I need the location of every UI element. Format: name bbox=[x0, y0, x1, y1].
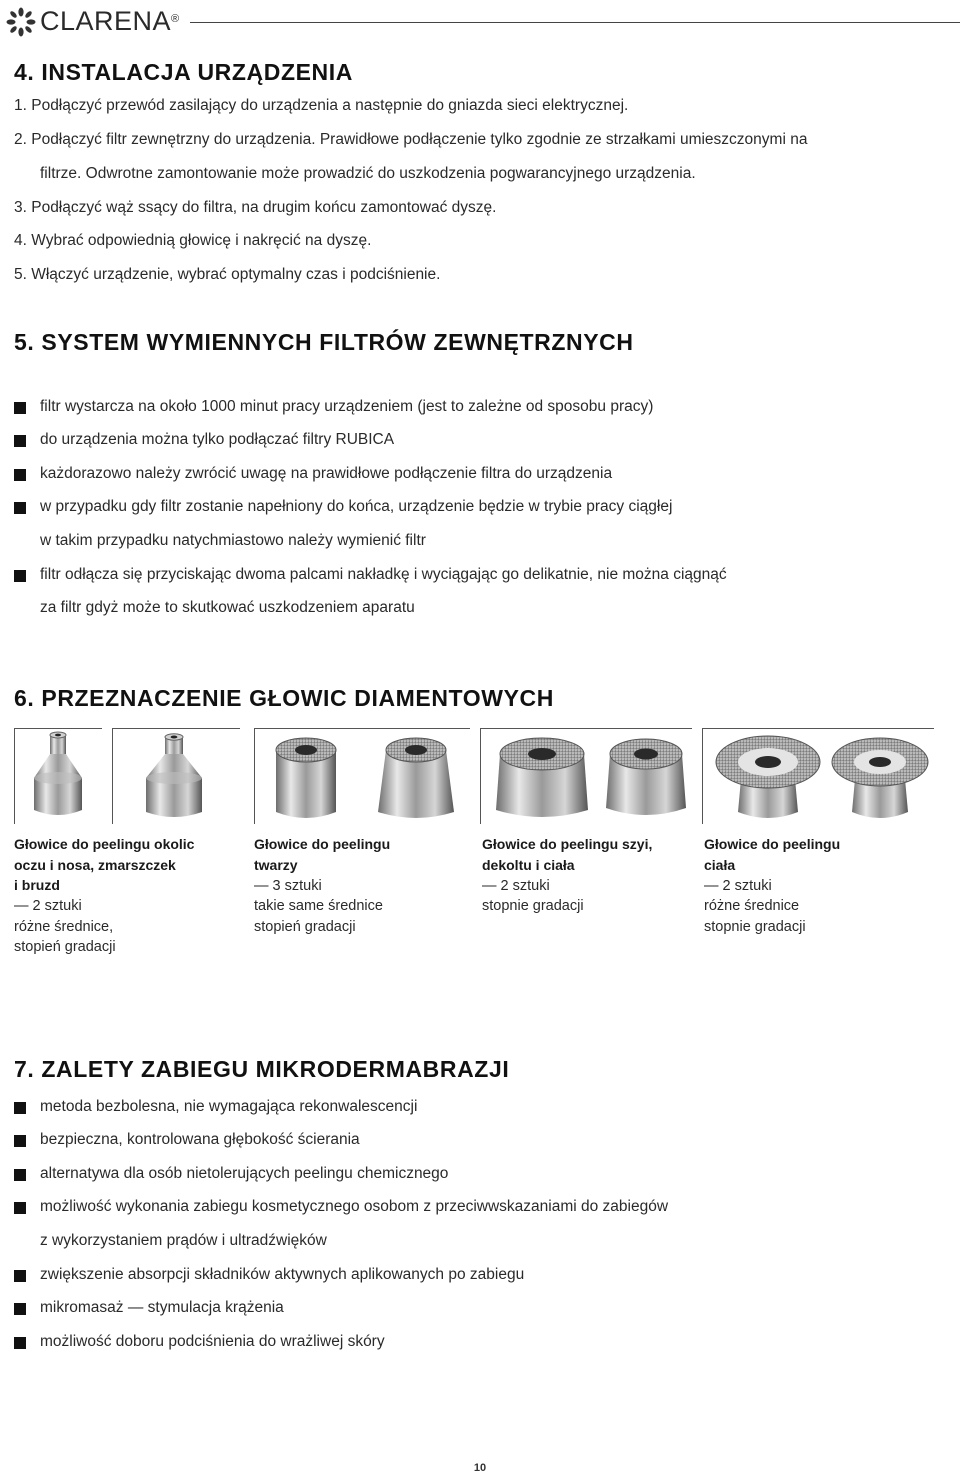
install-step-2-cont: filtrze. Odwrotne zamontowanie może prowadzić do uszkodzenia pogwarancyjnego urządzenia. bbox=[40, 165, 696, 182]
heads-group-1-desc: różne średnice, bbox=[14, 919, 114, 935]
section-4-title: 4. INSTALACJA URZĄDZENIA bbox=[14, 59, 353, 85]
benefit-item-cont: z wykorzystaniem prądów i ultradźwięków bbox=[40, 1232, 327, 1249]
page-header bbox=[0, 0, 960, 40]
heads-group-3-desc: stopnie gradacji bbox=[482, 898, 584, 914]
filter-item: filtr odłącza się przyciskając dwoma palcami nakładkę i wyciągając go delikatnie, nie można ciągnąć bbox=[40, 566, 727, 583]
section-6-title: 6. PRZEZNACZENIE GŁOWIC DIAMENTOWYCH bbox=[14, 685, 554, 711]
section-5-title: 5. SYSTEM WYMIENNYCH FILTRÓW ZEWNĘTRZNYCH bbox=[14, 329, 634, 355]
heads-group-4-desc: różne średnice bbox=[704, 898, 800, 914]
heads-group-1-desc: — 2 sztuki bbox=[14, 898, 82, 914]
header-rule bbox=[190, 22, 960, 23]
diamond-heads-photos bbox=[14, 728, 934, 824]
install-step-1: 1. Podłączyć przewód zasilający do urządzenia a następnie do gniazda sieci elektrycznej. bbox=[14, 97, 629, 114]
filter-item-cont: w takim przypadku natychmiastowo należy wymienić filtr bbox=[40, 532, 426, 549]
benefit-item: możliwość doboru podciśnienia do wrażliwej skóry bbox=[40, 1333, 385, 1350]
filter-item: każdorazowo należy zwrócić uwagę na prawidłowe podłączenie filtra do urządzenia bbox=[40, 465, 613, 482]
filter-item: w przypadku gdy filtr zostanie napełniony do końca, urządzenie będzie w trybie pracy ciągłej bbox=[40, 498, 673, 515]
heads-group-4-desc: stopnie gradacji bbox=[704, 919, 806, 935]
bullet-square-icon bbox=[14, 570, 26, 582]
registered-mark: ® bbox=[171, 13, 180, 25]
page-number: 10 bbox=[473, 1462, 487, 1474]
heads-group-2-title: twarzy bbox=[254, 857, 298, 873]
install-step-5: 5. Włączyć urządzenie, wybrać optymalny czas i podciśnienie. bbox=[14, 266, 441, 283]
bullet-square-icon bbox=[14, 1303, 26, 1315]
heads-group-4-title: Głowice do peelingu bbox=[704, 836, 841, 852]
install-step-2: 2. Podłączyć filtr zewnętrzny do urządzenia. Prawidłowe podłączenie tylko zgodnie ze strzałkami umieszczonymi na bbox=[14, 131, 808, 148]
bullet-square-icon bbox=[14, 1270, 26, 1282]
bullet-square-icon bbox=[14, 502, 26, 514]
install-step-4: 4. Wybrać odpowiednią głowicę i nakręcić na dyszę. bbox=[14, 232, 372, 249]
heads-group-2-title: Głowice do peelingu bbox=[254, 836, 391, 852]
install-step-3: 3. Podłączyć wąż ssący do filtra, na drugim końcu zamontować dyszę. bbox=[14, 199, 497, 216]
benefit-item: metoda bezbolesna, nie wymagająca rekonwalescencji bbox=[40, 1098, 418, 1115]
bullet-square-icon bbox=[14, 1135, 26, 1147]
bullet-square-icon bbox=[14, 1102, 26, 1114]
heads-group-1-title: oczu i nosa, zmarszczek bbox=[14, 857, 176, 873]
heads-group-2-desc: — 3 sztuki bbox=[254, 878, 322, 894]
benefit-item: mikromasaż — stymulacja krążenia bbox=[40, 1299, 284, 1316]
heads-group-4-desc: — 2 sztuki bbox=[704, 878, 772, 894]
benefit-item: bezpieczna, kontrolowana głębokość ścierania bbox=[40, 1131, 360, 1148]
heads-group-3-title: Głowice do peelingu szyi, bbox=[482, 836, 653, 852]
heads-group-4-title: ciała bbox=[704, 857, 736, 873]
clarena-logo-icon bbox=[6, 7, 36, 37]
heads-group-2-desc: takie same średnice bbox=[254, 898, 383, 914]
filter-item: filtr wystarcza na około 1000 minut pracy urządzeniem (jest to zależne od sposobu pracy) bbox=[40, 398, 654, 415]
bullet-square-icon bbox=[14, 402, 26, 414]
heads-illustration bbox=[14, 728, 934, 824]
filter-item: do urządzenia można tylko podłączać filtry RUBICA bbox=[40, 431, 395, 448]
heads-group-1-title: Głowice do peelingu okolic bbox=[14, 836, 195, 852]
heads-group-2-desc: stopień gradacji bbox=[254, 919, 356, 935]
heads-group-3-title: dekoltu i ciała bbox=[482, 857, 575, 873]
bullet-square-icon bbox=[14, 1169, 26, 1181]
benefit-item: zwiększenie absorpcji składników aktywnych aplikowanych po zabiegu bbox=[40, 1266, 525, 1283]
heads-group-3-desc: — 2 sztuki bbox=[482, 878, 550, 894]
benefit-item: alternatywa dla osób nietolerujących peelingu chemicznego bbox=[40, 1165, 449, 1182]
section-7-title: 7. ZALETY ZABIEGU MIKRODERMABRAZJI bbox=[14, 1056, 510, 1082]
heads-group-1-title: i bruzd bbox=[14, 877, 60, 893]
heads-group-1-desc: stopień gradacji bbox=[14, 939, 116, 955]
benefit-item: możliwość wykonania zabiegu kosmetycznego osobom z przeciwwskazaniami do zabiegów bbox=[40, 1198, 669, 1215]
bullet-square-icon bbox=[14, 1202, 26, 1214]
bullet-square-icon bbox=[14, 435, 26, 447]
filter-item-cont: za filtr gdyż może to skutkować uszkodzeniem aparatu bbox=[40, 599, 415, 616]
bullet-square-icon bbox=[14, 1337, 26, 1349]
bullet-square-icon bbox=[14, 469, 26, 481]
brand-name: CLARENA® bbox=[40, 6, 180, 36]
